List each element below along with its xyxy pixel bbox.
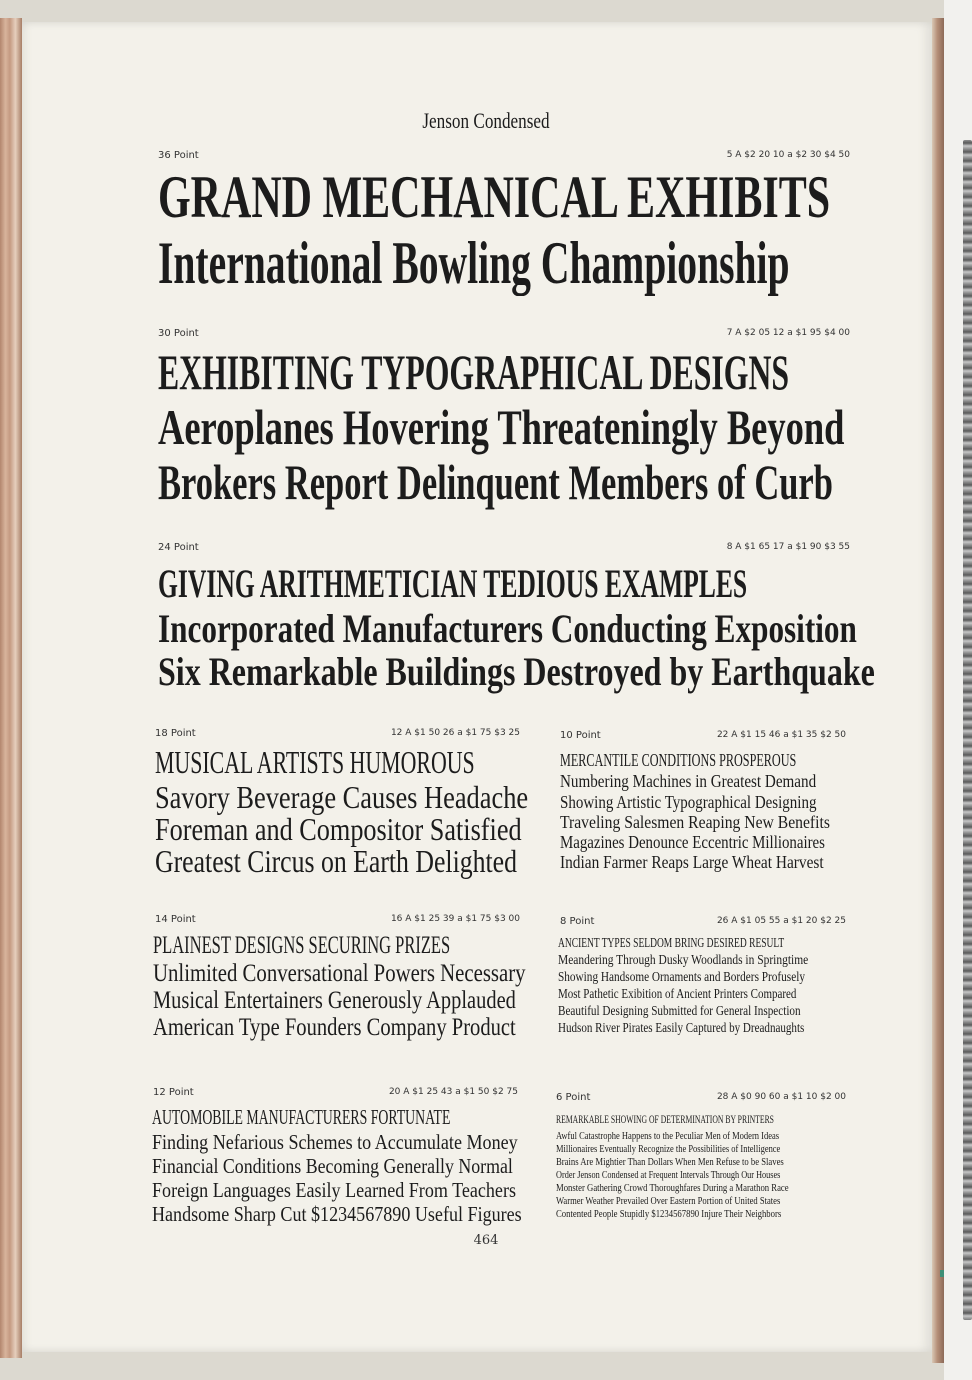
specimen-line: Unlimited Conversational Powers Necessary xyxy=(153,960,526,987)
specimen-line: Financial Conditions Becoming Generally Normal xyxy=(152,1154,513,1178)
specimen-line: International Bowling Championship xyxy=(158,230,790,296)
specimen-line: Awful Catastrophe Happens to the Peculiar Men of Modern Ideas xyxy=(556,1130,780,1142)
specimen-line: Indian Farmer Reaps Large Wheat Harvest xyxy=(560,852,824,872)
price-8: 26 A $1 05 55 a $1 20 $2 25 xyxy=(716,916,846,926)
specimen-line: Beautiful Designing Submitted for General Inspection xyxy=(558,1004,801,1019)
size-label-30: 30 Point xyxy=(158,328,199,339)
spine-marker xyxy=(940,1270,944,1277)
specimen-line: Magazines Denounce Eccentric Millionaires xyxy=(560,832,825,852)
page-number: 464 xyxy=(473,1233,499,1248)
specimen-line: GRAND MECHANICAL EXHIBITS xyxy=(158,164,831,230)
page-title: Jenson Condensed xyxy=(422,108,550,133)
price-14: 16 A $1 25 39 a $1 75 $3 00 xyxy=(390,914,520,924)
price-10: 22 A $1 15 46 a $1 35 $2 50 xyxy=(716,730,846,740)
specimen-line: Showing Handsome Ornaments and Borders Profusely xyxy=(558,970,805,985)
size-label-8: 8 Point xyxy=(560,916,595,927)
size-label-10: 10 Point xyxy=(560,730,601,741)
specimen-line: ANCIENT TYPES SELDOM BRING DESIRED RESULT xyxy=(558,936,785,951)
specimen-line: MERCANTILE CONDITIONS PROSPEROUS xyxy=(560,750,797,770)
size-label-6: 6 Point xyxy=(556,1092,591,1103)
specimen-line: Foreign Languages Easily Learned From Teachers xyxy=(152,1178,517,1202)
specimen-line: Six Remarkable Buildings Destroyed by Earthquake xyxy=(158,649,875,694)
specimen-line: Handsome Sharp Cut $1234567890 Useful Figures xyxy=(152,1202,522,1226)
price-24: 8 A $1 65 17 a $1 90 $3 55 xyxy=(726,542,850,552)
specimen-line: Meandering Through Dusky Woodlands in Springtime xyxy=(558,953,809,968)
specimen-line: PLAINEST DESIGNS SECURING PRIZES xyxy=(153,932,451,959)
specimen-line: Aeroplanes Hovering Threateningly Beyond xyxy=(158,399,845,455)
specimen-line: Greatest Circus on Earth Delighted xyxy=(155,843,517,879)
specimen-line: Millionaires Eventually Recognize the Possibilities of Intelligence xyxy=(556,1143,781,1155)
spine-binding-stitch xyxy=(963,140,972,1320)
specimen-line: Brains Are Mightier Than Dollars When Men Refuse to be Slaves xyxy=(556,1156,784,1168)
specimen-line: Contented People Stupidly $1234567890 Injure Their Neighbors xyxy=(556,1208,782,1220)
specimen-line: GIVING ARITHMETICIAN TEDIOUS EXAMPLES xyxy=(158,561,748,606)
specimen-line: Savory Beverage Causes Headache xyxy=(155,779,529,815)
specimen-line: Numbering Machines in Greatest Demand xyxy=(560,771,817,791)
size-label-36: 36 Point xyxy=(158,150,199,161)
specimen-line: Musical Entertainers Generously Applauded xyxy=(153,987,516,1014)
specimen-line: REMARKABLE SHOWING OF DETERMINATION BY PRINTERS xyxy=(556,1112,774,1126)
size-label-12: 12 Point xyxy=(153,1087,194,1098)
specimen-line: Foreman and Compositor Satisfied xyxy=(155,811,522,847)
price-36: 5 A $2 20 10 a $2 30 $4 50 xyxy=(726,150,850,160)
specimen-line: American Type Founders Company Product xyxy=(153,1014,516,1041)
book-gutter-right xyxy=(932,18,944,1363)
specimen-line: Most Pathetic Exibition of Ancient Printers Compared xyxy=(558,987,797,1002)
price-18: 12 A $1 50 26 a $1 75 $3 25 xyxy=(390,728,520,738)
specimen-line: Finding Nefarious Schemes to Accumulate Money xyxy=(152,1130,518,1154)
specimen-line: Order Jenson Condensed at Frequent Intervals Through Our Houses xyxy=(556,1169,781,1181)
price-6: 28 A $0 90 60 a $1 10 $2 00 xyxy=(716,1092,846,1102)
specimen-line: Brokers Report Delinquent Members of Curb xyxy=(158,454,833,510)
specimen-line: Incorporated Manufacturers Conducting Exposition xyxy=(158,606,857,651)
specimen-line: Showing Artistic Typographical Designing xyxy=(560,792,817,812)
book-page-edges-left xyxy=(0,18,22,1358)
size-label-14: 14 Point xyxy=(155,914,196,925)
size-label-24: 24 Point xyxy=(158,542,199,553)
specimen-line: Traveling Salesmen Reaping New Benefits xyxy=(560,812,830,832)
price-12: 20 A $1 25 43 a $1 50 $2 75 xyxy=(388,1087,518,1097)
specimen-line: AUTOMOBILE MANUFACTURERS FORTUNATE xyxy=(152,1105,451,1129)
specimen-line: Monster Gathering Crowd Thoroughfares During a Marathon Race xyxy=(556,1182,789,1194)
specimen-line: MUSICAL ARTISTS HUMOROUS xyxy=(155,744,475,780)
price-30: 7 A $2 05 12 a $1 95 $4 00 xyxy=(726,328,850,338)
specimen-line: Warmer Weather Prevailed Over Eastern Portion of United States xyxy=(556,1195,781,1207)
size-label-18: 18 Point xyxy=(155,728,196,739)
specimen-line: EXHIBITING TYPOGRAPHICAL DESIGNS xyxy=(158,344,790,400)
specimen-line: Hudson River Pirates Easily Captured by Dreadnaughts xyxy=(558,1021,805,1036)
